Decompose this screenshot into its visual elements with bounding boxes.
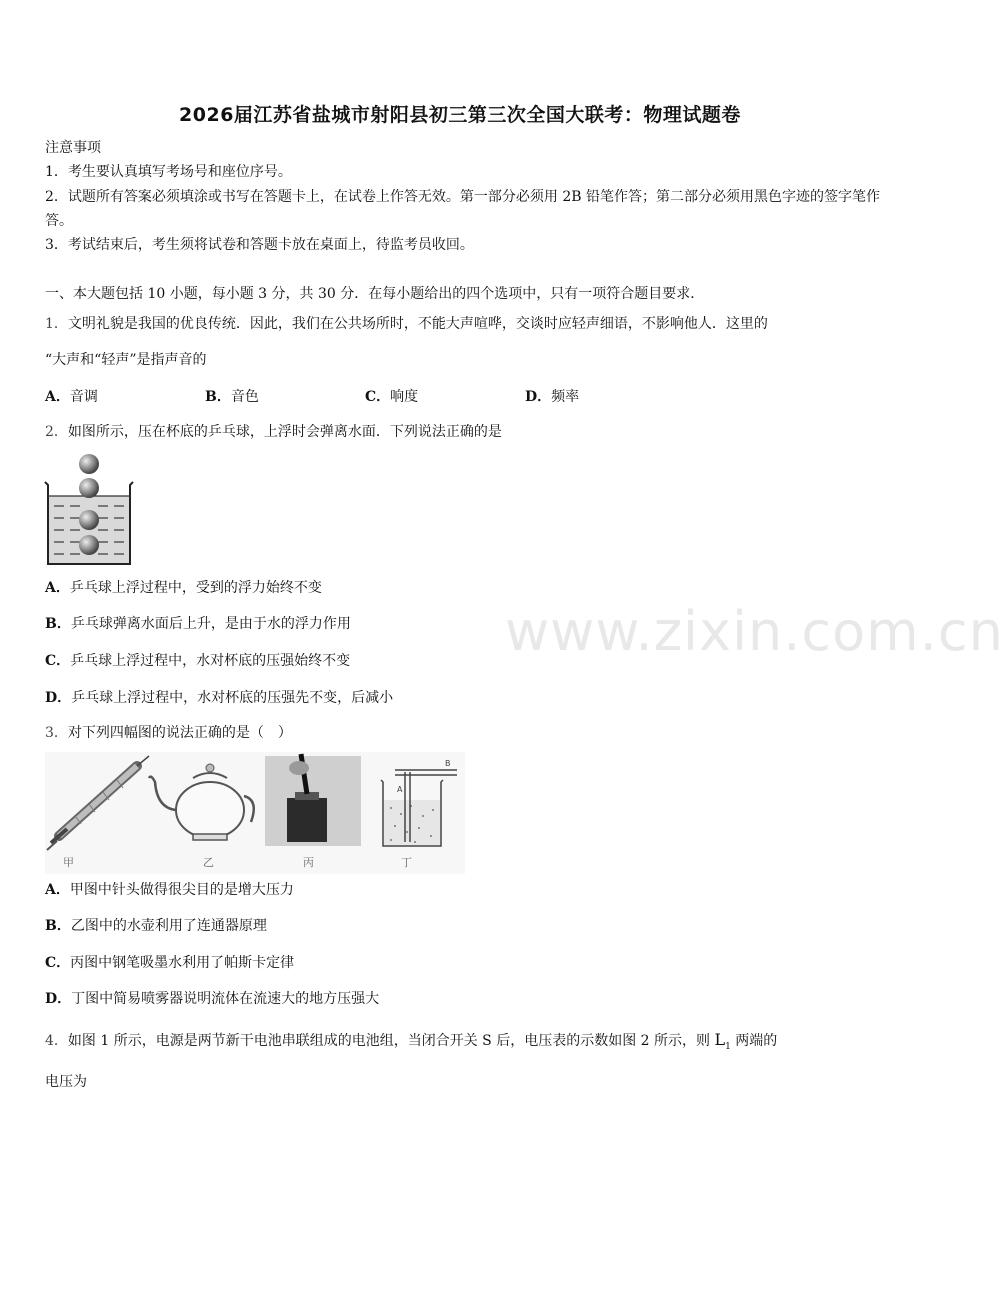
option-letter: C． [45,653,71,669]
option-text: 音调 [69,389,98,405]
option-text: 频率 [551,389,580,405]
option-text: 乙图中的水壶利用了连通器原理 [70,918,267,934]
q3-option-a[interactable] [45,880,294,900]
q1-option-d[interactable] [525,386,579,406]
q1-stem-line1: 文明礼貌是我国的优良传统．因此，我们在公共场所时，不能大声喧哗，交谈时应轻声细语，不影响他人．这里的 [67,316,768,332]
q2-stem-text: 如图所示，压在杯底的乒乓球，上浮时会弹离水面．下列说法正确的是 [67,424,502,440]
option-letter: A． [45,882,70,898]
q3-number: 3． [45,725,68,741]
option-text: 丁图中简易喷雾器说明流体在流速大的地方压强大 [71,991,380,1007]
svg-text:B: B [445,759,451,768]
option-text: 甲图中针头做得很尖目的是增大压力 [69,882,294,898]
q4-l-symbol: L [714,1030,726,1049]
option-text: 响度 [390,389,419,405]
q1-option-c[interactable] [365,386,418,406]
option-letter: A． [45,580,70,596]
watermark: www.zixin.com.cn [505,600,1004,663]
option-letter: C． [365,389,391,405]
q1-stem-line2: “大声和“轻声”是指声音的 [45,352,207,368]
svg-text:A: A [397,785,403,794]
q2-option-b[interactable] [45,614,351,634]
option-text: 音色 [230,389,259,405]
q3-stem [45,723,292,743]
q2-stem [45,422,502,442]
q4-stem-line2: 电压为 [45,1074,87,1090]
q3-stem-text: 对下列四幅图的说法正确的是（ ） [67,725,292,741]
figure-label-ding: 丁 [401,856,412,869]
q4-l-subscript: 1 [725,1041,731,1052]
figure-label-bing: 丙 [303,856,314,869]
q2-beaker-figure [40,452,140,568]
q3-option-b[interactable] [45,916,267,936]
pen-ink-figure [265,754,361,846]
figure-label-jia: 甲 [63,856,74,869]
q3-option-d[interactable] [45,989,379,1009]
option-text: 乒乓球上浮过程中，水对杯底的压强先不变，后减小 [71,690,394,706]
option-text: 乒乓球上浮过程中，水对杯底的压强始终不变 [70,653,351,669]
option-letter: B． [45,918,71,934]
option-text: 乒乓球弹离水面后上升，是由于水的浮力作用 [70,616,351,632]
q2-option-d[interactable] [45,688,393,708]
q4-stem-a: 如图 1 所示，电源是两节新干电池串联组成的电池组，当闭合开关 S 后，电压表的示数如图 2 所示，则 [67,1033,715,1049]
option-text: 丙图中钢笔吸墨水利用了帕斯卡定律 [70,955,295,971]
q4-number: 4． [45,1033,68,1049]
option-text: 乒乓球上浮过程中，受到的浮力始终不变 [69,580,322,596]
q2-option-c[interactable] [45,651,350,671]
q3-option-c[interactable] [45,953,294,973]
q3-four-figures [45,752,465,874]
figure-label-yi: 乙 [203,856,214,869]
option-letter: B． [45,616,71,632]
q4-stem [45,1030,777,1057]
option-letter: D． [525,389,552,405]
option-letter: A． [45,389,70,405]
q4-stem-b: 两端的 [730,1033,778,1049]
q1-option-a[interactable] [45,386,98,406]
notice-item-3: 3．考试结束后，考生须将试卷和答题卡放在桌面上，待监考员收回。 [45,237,474,253]
option-letter: D． [45,690,72,706]
notice-item-1: 1．考生要认真填写考场号和座位序号。 [45,164,292,180]
q2-option-a[interactable] [45,578,322,598]
q2-number: 2． [45,424,68,440]
q1-stem [45,314,768,334]
option-letter: B． [205,389,231,405]
option-letter: D． [45,991,72,1007]
q1-number: 1． [45,316,68,332]
notice-item-2: 2．试题所有答案必须填涂或书写在答题卡上，在试卷上作答无效。第一部分必须用 2B 铅笔作答；第二部分必须用黑色字迹的签字笔作答。 [45,189,880,229]
option-letter: C． [45,955,71,971]
q1-option-b[interactable] [205,386,259,406]
section-heading: 一、本大题包括 10 小题，每小题 3 分，共 30 分．在每小题给出的四个选项中，只有一项符合题目要求． [45,286,705,302]
exam-title: 2026届江苏省盐城市射阳县初三第三次全国大联考：物理试题卷 [179,104,741,126]
notice-heading: 注意事项 [45,140,101,156]
